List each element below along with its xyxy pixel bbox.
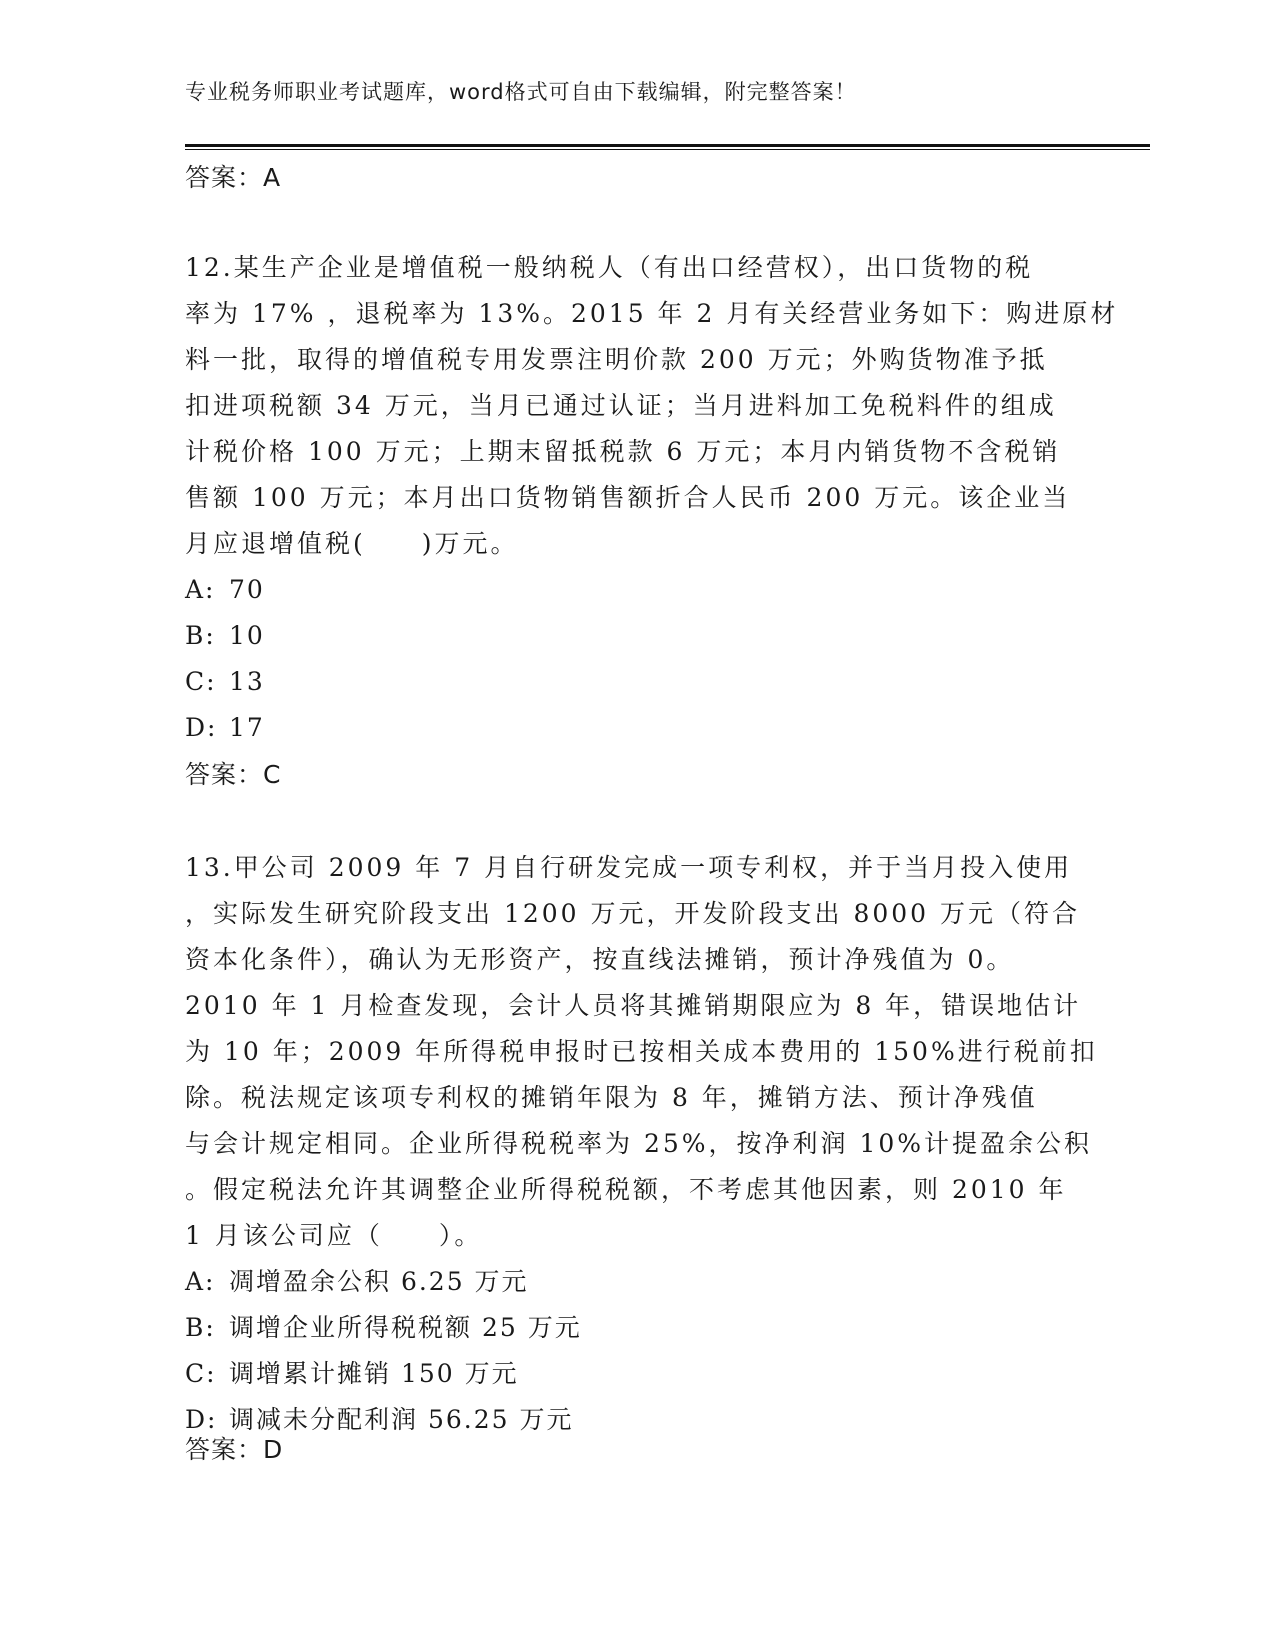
- answer-13: 答案：D: [185, 1435, 284, 1464]
- header-rule-thin: [185, 149, 1150, 150]
- option-a: [185, 567, 1085, 613]
- question-line: 扣进项税额 34 万元，当月已通过认证；当月进料加工免税料件的组成: [185, 391, 1057, 420]
- question-line: 售额 100 万元；本月出口货物销售额折合人民币 200 万元。该企业当: [185, 483, 1071, 512]
- question-line: 料一批，取得的增值税专用发票注明价款 200 万元；外购货物准予抵: [185, 345, 1048, 374]
- option-text: 凋增盈余公积 6.25 万元: [229, 1267, 529, 1296]
- question-line: 月应退增值税( )万元。: [185, 529, 519, 558]
- question-12: [185, 245, 1119, 751]
- option-letter: D:: [185, 713, 218, 742]
- option-d: [185, 1397, 1085, 1443]
- question-line: 2010 年 1 月检查发现，会计人员将其摊销期限应为 8 年，错误地估计: [185, 991, 1082, 1020]
- option-text: 10: [229, 621, 265, 650]
- question-line: 除。税法规定该项专利权的摊销年限为 8 年，摊销方法、预计净残值: [185, 1083, 1038, 1112]
- option-text: 调增累计摊销 150 万元: [229, 1359, 519, 1388]
- option-b: [185, 1305, 1085, 1351]
- question-line: 。假定税法允许其调整企业所得税税额，不考虑其他因素，则 2010 年: [185, 1175, 1067, 1204]
- option-letter: C:: [185, 1359, 217, 1388]
- answer-previous: 答案：A: [185, 163, 282, 192]
- question-line: 为 10 年；2009 年所得税申报时已按相关成本费用的 150%进行税前扣: [185, 1037, 1098, 1066]
- option-text: 17: [229, 713, 265, 742]
- option-letter: A:: [185, 1267, 216, 1296]
- question-line: 计税价格 100 万元；上期末留抵税款 6 万元；本月内销货物不含税销: [185, 437, 1061, 466]
- option-letter: C:: [185, 667, 217, 696]
- question-line: 与会计规定相同。企业所得税税率为 25%，按净利润 10%计提盈余公积: [185, 1129, 1093, 1158]
- option-letter: B:: [185, 1313, 216, 1342]
- question-line: 13.甲公司 2009 年 7 月自行研发完成一项专利权，并于当月投入使用: [185, 853, 1073, 882]
- question-line: 率为 17% ，退税率为 13%。2015 年 2 月有关经营业务如下：购进原材: [185, 299, 1119, 328]
- option-c: [185, 1351, 1085, 1397]
- option-letter: A:: [185, 575, 216, 604]
- question-line: 1 月该公司应（ ）。: [185, 1221, 483, 1250]
- option-c: [185, 659, 1085, 705]
- option-text: 13: [229, 667, 265, 696]
- option-d: [185, 705, 1085, 751]
- option-b: [185, 613, 1085, 659]
- option-text: 调减未分配利润 56.25 万元: [229, 1405, 574, 1434]
- header-rule-thick: [185, 144, 1150, 147]
- option-text: 调增企业所得税税额 25 万元: [229, 1313, 582, 1342]
- question-line: 资本化条件），确认为无形资产，按直线法摊销，预计净残值为 0。: [185, 945, 1015, 974]
- question-13: [185, 845, 1098, 1443]
- answer-12: 答案：C: [185, 760, 282, 789]
- option-a: [185, 1259, 1085, 1305]
- page-header: 专业税务师职业考试题库，word格式可自由下载编辑，附完整答案！: [185, 80, 857, 104]
- question-line: 12.某生产企业是增值税一般纳税人（有出口经营权），出口货物的税: [185, 253, 1034, 282]
- option-text: 70: [229, 575, 265, 604]
- option-letter: D:: [185, 1405, 218, 1434]
- question-line: ，实际发生研究阶段支出 1200 万元，开发阶段支出 8000 万元（符合: [185, 899, 1081, 928]
- option-letter: B:: [185, 621, 216, 650]
